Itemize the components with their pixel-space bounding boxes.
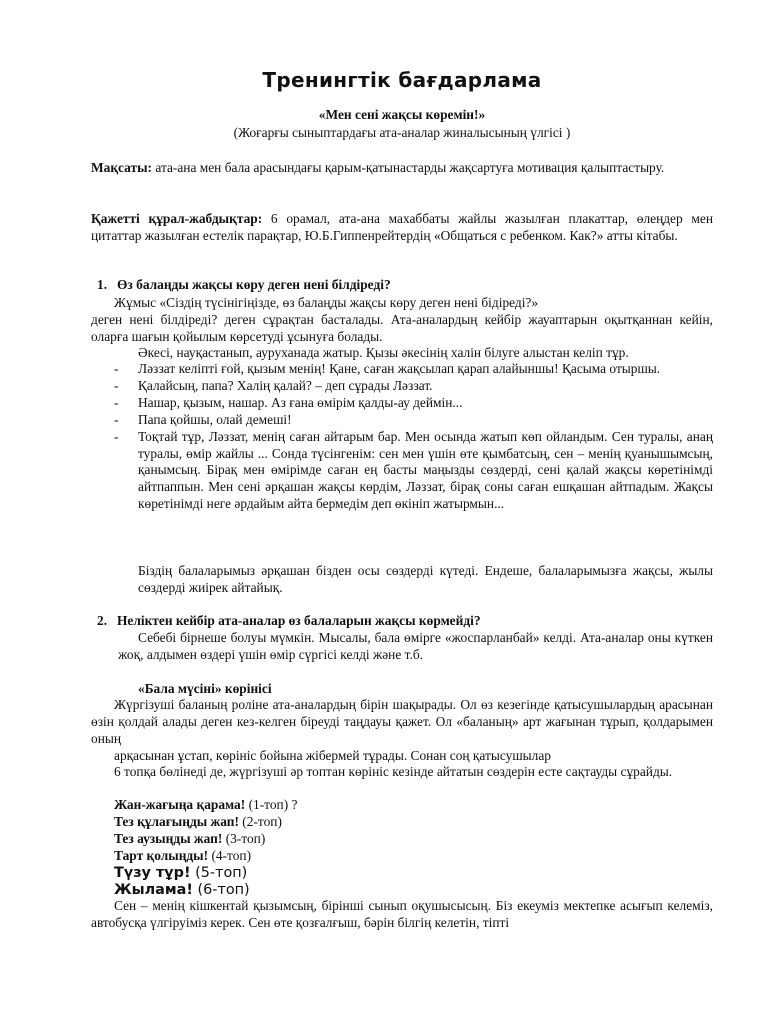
group-phrase: Жылама! <box>114 881 193 898</box>
group-phrase: Тарт қолыңды! <box>114 847 209 863</box>
dialogue-item <box>91 412 713 429</box>
dialogue-text: Қалайсың, папа? Халің қалай? – деп сұрады Ләззат. <box>138 377 433 393</box>
dialogue-list <box>91 361 713 513</box>
dialogue-item <box>91 378 713 395</box>
bullet-dash: - <box>114 428 119 444</box>
subtitle <box>91 107 713 124</box>
section1-line2: деген нені білдіреді? деген сұрақтан басталады. Ата-аналардың кейбір жауаптарын оқытқаннан кейін, оларға шағын қойылым көрсетуді ұсынуға болады. <box>91 312 713 344</box>
group-number: (2-топ) <box>238 813 282 829</box>
bullet-dash: - <box>114 377 119 393</box>
exercise-paragraph3 <box>91 764 713 781</box>
section2-number: 2. <box>97 613 108 628</box>
group-phrase: Түзу тұр! <box>114 864 191 881</box>
section1-line1: Жұмыс «Сіздің түсінігіңізде, өз балаңды жақсы көру деген нені бідіреді?» <box>114 295 539 310</box>
document-title: Тренингтік бағдарлама <box>262 68 542 92</box>
dialogue-item <box>91 429 713 514</box>
group-line <box>114 814 714 831</box>
scene-description: Әкесі, науқастанып, ауруханада жатыр. Қызы әкесінің халін білуге алыстан келіп тұр. <box>138 345 629 360</box>
section1-heading-text: Өз балаңды жақсы көру деген нені білдіреді? <box>117 277 391 292</box>
exercise-heading <box>138 681 713 698</box>
exercise-paragraph1 <box>91 697 713 748</box>
goal-paragraph <box>91 160 713 177</box>
bullet-dash: - <box>114 361 119 376</box>
section1-number: 1. <box>97 277 108 292</box>
equipment-text: 6 орамал, ата-ана махаббаты жайлы жазылған плакаттар, өлеңдер мен цитаттар жазылған естелік парақтар, Ю.Б.Гиппенрейтердің «Общаться с ребенком. Как?» атты кітабы. <box>91 211 713 243</box>
dialogue-item <box>91 361 713 378</box>
goal-label: Мақсаты: <box>91 160 152 175</box>
group-number: (1-топ) ? <box>245 797 298 812</box>
exercise-heading-text: «Бала мүсіні» көрінісі <box>138 681 272 696</box>
equipment-label: Қажетті құрал-жабдықтар: <box>91 211 263 226</box>
goal-text: ата-ана мен бала арасындағы қарым-қатынастарды жақсартуға мотивация қалыптастыру. <box>152 160 665 175</box>
group-line <box>114 865 714 882</box>
group-number: (4-топ) <box>208 847 252 863</box>
exercise-final-text: Сен – менің кішкентай қызымсың, бірінші сынып оқушысысың. Біз екеуміз мектепке асығып келеміз, автобусқа үлгіруіміз керек. Сен өте қозғалғыш, бәрін білгің келетін, тіпті <box>91 898 713 930</box>
group-line <box>114 848 714 865</box>
bullet-dash: - <box>114 394 119 410</box>
dialogue-text: Папа қойшы, олай демеші! <box>138 411 292 427</box>
exercise-final-paragraph <box>91 898 713 932</box>
subtitle-note: (Жоғарғы сыныптардағы ата-аналар жиналысының үлгісі ) <box>233 125 571 140</box>
dialogue-text: Ләззат келіпті ғой, қызым менің! Қане, саған жақсылап қарап алайыншы! Қасыма отыршы. <box>138 361 661 376</box>
section2-heading <box>91 613 713 630</box>
group-number: (5-топ) <box>190 864 248 881</box>
section2-heading-text: Неліктен кейбір ата-аналар өз балаларын жақсы көрмейді? <box>117 613 481 628</box>
subtitle-text: «Мен сені жақсы көремін!» <box>318 107 486 122</box>
section1-conclusion: Біздің балаларымыз әрқашан бізден осы сөздерді күтеді. Ендеше, балаларымызға жақсы, жылы сөздерді жиірек айтайық. <box>138 563 713 595</box>
group-list <box>114 797 714 899</box>
exercise-paragraph2: арқасынан ұстап, көрініс бойына жібермей тұрады. Сонан соң қатысушылар <box>114 748 551 763</box>
bullet-dash: - <box>114 411 119 427</box>
exercise-para1-text: Жүргізуші баланың роліне ата-аналардың бірін шақырады. Ол өз кезегінде қатысушылардың арасынан өзін қолдай алады деген кез-келген біреуді таңдауы қажет. Ол «баланың» арт жағынан тұрып, қолдарымен оның <box>91 697 713 746</box>
group-phrase: Тез құлағыңды жап! <box>114 813 239 829</box>
group-line <box>114 797 714 814</box>
group-line <box>114 882 714 899</box>
exercise-para3-text: 6 топқа бөлінеді де, жүргізуші әр топтан көрініс кезінде айтатын сөздерін есте сақтауды сұрайды. <box>114 764 673 779</box>
group-phrase: Жан-жағыңа қарама! <box>114 797 246 812</box>
section2-text: Себебі бірнеше болуы мүмкін. Мысалы, бала өмірге «жоспарланбай» келді. Ата-аналар оны күткен жоқ, алдымен өздері үшін өмір сүргісі келді және т.б. <box>118 630 713 662</box>
group-number: (3-топ) <box>222 830 266 846</box>
group-phrase: Тез аузыңды жап! <box>114 830 223 846</box>
dialogue-item <box>91 395 713 412</box>
group-line <box>114 831 714 848</box>
group-number: (6-топ) <box>192 881 250 898</box>
section1-heading <box>91 277 713 294</box>
dialogue-text: Нашар, қызым, нашар. Аз ғана өмірім қалды-ау деймін... <box>138 394 463 410</box>
equipment-paragraph <box>91 211 713 245</box>
dialogue-text: Тоқтай тұр, Ләззат, менің саған айтарым бар. Мен осында жатып көп ойландым. Сен туралы, анаң туралы, өмір жайлы ... Сонда түсінгенім: сен мен үшін өте қымбатсың, сен – менің қуанышымсың, қанымсың. Бірақ мен өмірімде саған ең басты маңызды сөздерді, сені қалай жақсы көретінімді айтпаппын. Мен сені әрқашан жақсы көрдім, Ләззат, бірақ соны саған ешқашан айтпадым. Жақсы көретінімді неге әрдайым айта бермедім деп өкініп жатырмын... <box>138 428 713 512</box>
